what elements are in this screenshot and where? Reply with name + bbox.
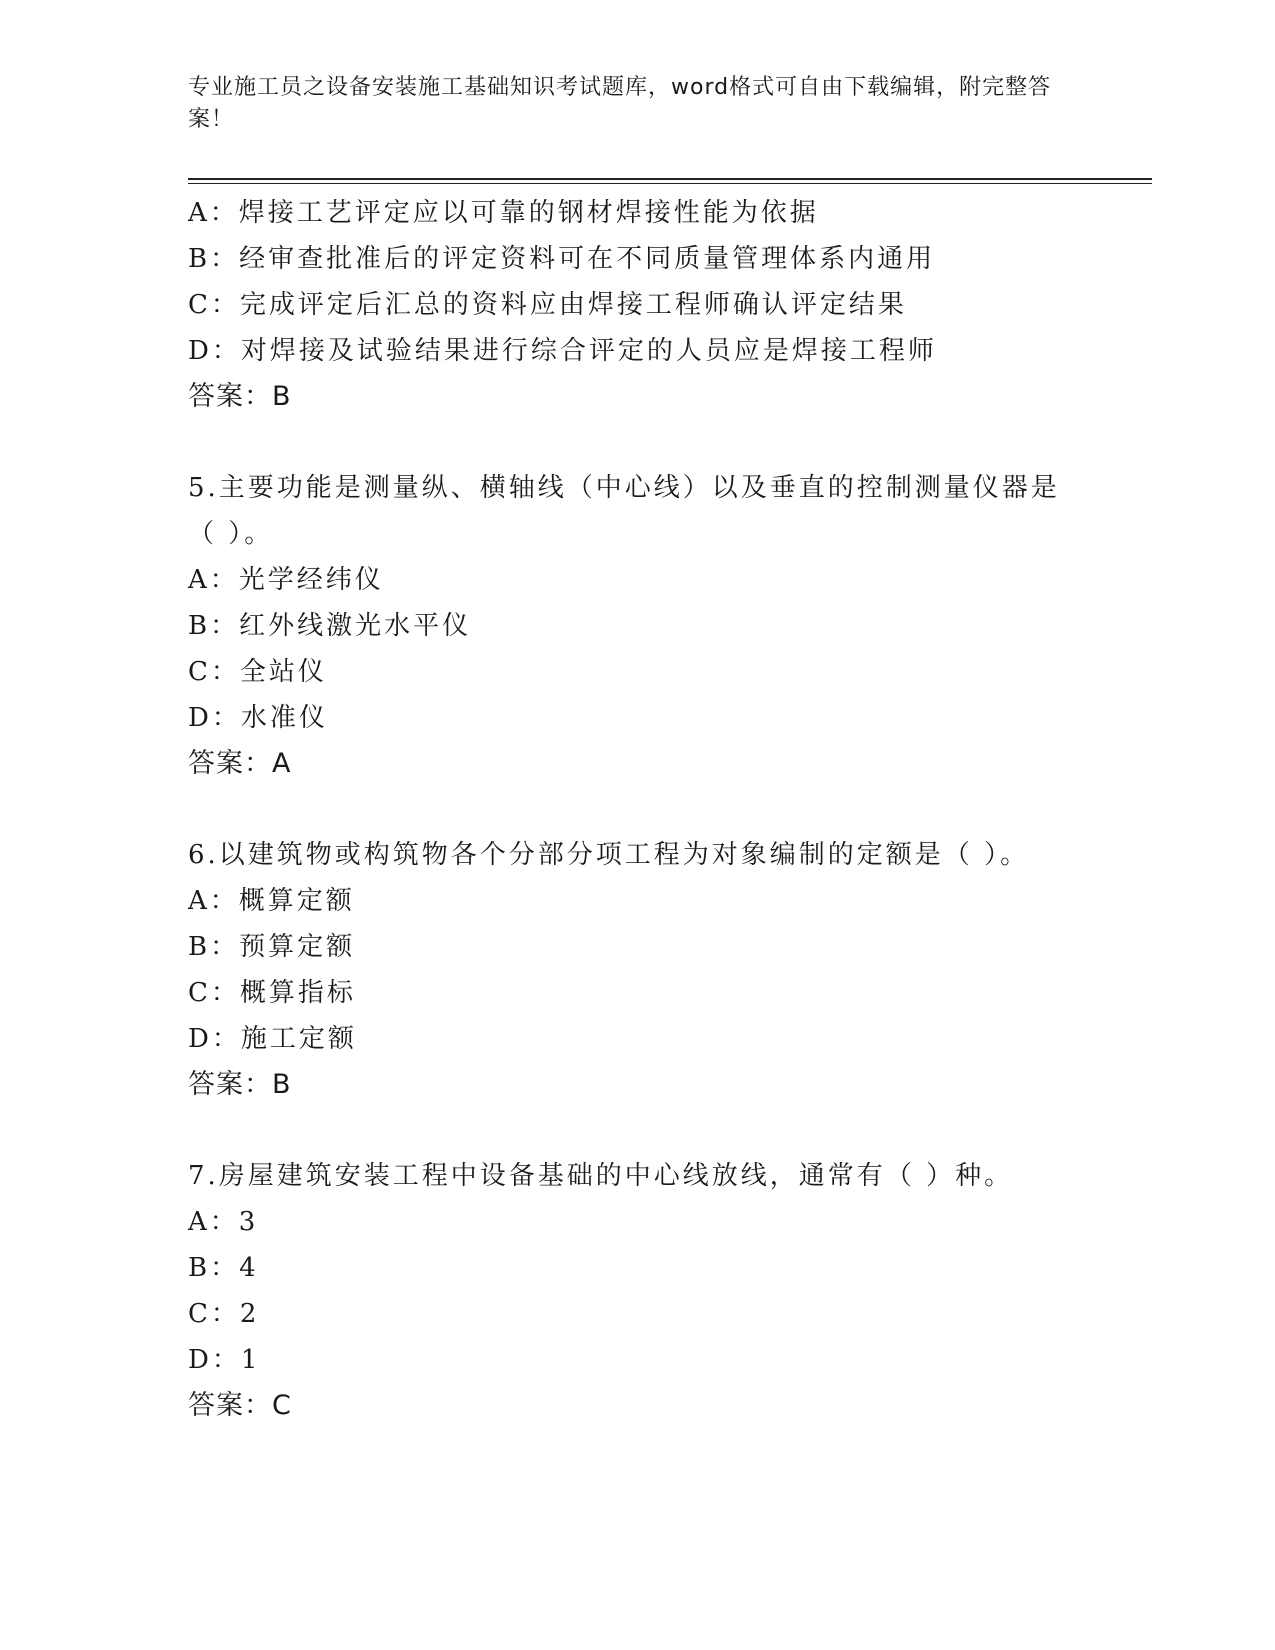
question-5 [188,465,1088,787]
option-c: C：概算指标 [188,978,356,1008]
answer: 答案：A [188,748,292,779]
option-d: D：1 [188,1345,261,1375]
question-list [188,190,1088,1429]
option-a: A：概算定额 [188,886,355,916]
question-text: 6.以建筑物或构筑物各个分部分项工程为对象编制的定额是（ ）。 [188,840,1030,870]
answer: 答案：B [188,381,292,412]
question-text-cont: （ ）。 [188,519,274,549]
question-6 [188,832,1088,1108]
option-a: A：3 [188,1207,259,1237]
answer: 答案：C [188,1390,292,1421]
question-text: 5.主要功能是测量纵、横轴线（中心线）以及垂直的控制测量仪器是 [188,473,1060,503]
option-d: D：对焊接及试验结果进行综合评定的人员应是焊接工程师 [188,336,937,366]
option-a: A：焊接工艺评定应以可靠的钢材焊接性能为依据 [188,198,819,228]
question-text: 7.房屋建筑安装工程中设备基础的中心线放线，通常有（ ）种。 [188,1161,1014,1191]
option-b: B：4 [188,1253,259,1283]
question-7 [188,1153,1088,1429]
option-d: D：水准仪 [188,703,328,733]
option-c: C：完成评定后汇总的资料应由焊接工程师确认评定结果 [188,290,907,320]
option-c: C：2 [188,1299,260,1329]
question-4 [188,190,1088,420]
document-header: 专业施工员之设备安装施工基础知识考试题库，word格式可自由下载编辑，附完整答案！ [188,75,1052,132]
option-b: B：红外线激光水平仪 [188,611,472,641]
header-divider-thick [188,178,1152,180]
option-c: C：全站仪 [188,657,327,687]
option-b: B：预算定额 [188,932,356,962]
header-divider-thin [188,183,1152,184]
option-a: A：光学经纬仪 [188,565,384,595]
option-d: D：施工定额 [188,1024,357,1054]
option-b: B：经审查批准后的评定资料可在不同质量管理体系内通用 [188,244,936,274]
answer: 答案：B [188,1069,292,1100]
